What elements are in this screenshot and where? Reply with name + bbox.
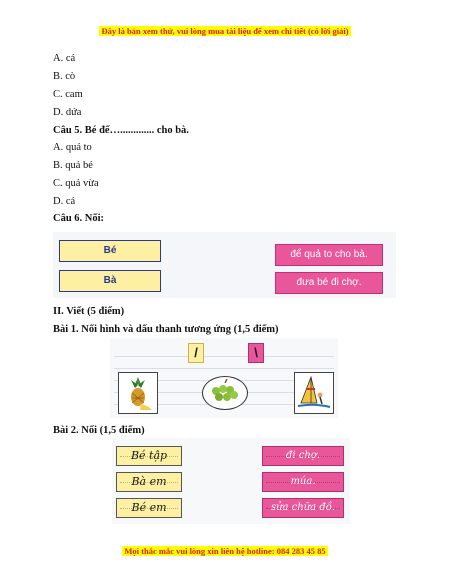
- bai2-left-1[interactable]: Bé tập: [116, 446, 182, 466]
- q5-option-a[interactable]: A. quả to: [53, 142, 92, 153]
- bai2-left-3[interactable]: Bé em: [116, 498, 182, 518]
- q4-option-b[interactable]: B. cò: [53, 71, 76, 82]
- pineapple-icon: [119, 373, 157, 413]
- windsurfer-picture[interactable]: [294, 372, 334, 414]
- q5-title: Câu 5. Bé đế…............. cho bà.: [53, 125, 189, 136]
- q5-option-b[interactable]: B. quả bé: [53, 160, 93, 171]
- q4-option-d[interactable]: D. dứa: [53, 107, 82, 118]
- bai2-matching-panel: [112, 438, 350, 524]
- bai2-title: Bài 2. Nối (1,5 điểm): [53, 425, 145, 436]
- q6-left-be[interactable]: Bé: [59, 240, 161, 262]
- q6-right-1[interactable]: để quả to cho bà.: [275, 244, 383, 266]
- q6-title: Câu 6. Nối:: [53, 213, 105, 224]
- q6-left-ba[interactable]: Bà: [59, 270, 161, 292]
- q4-option-c[interactable]: C. cam: [53, 89, 83, 100]
- acute-mark-box[interactable]: /: [188, 343, 204, 363]
- q4-option-a[interactable]: A. cá: [53, 53, 76, 64]
- bai1-title: Bài 1. Nối hình và dấu thanh tương ứng (1,5 điểm): [53, 324, 279, 335]
- grave-mark-box[interactable]: \: [248, 343, 264, 363]
- bai2-right-1[interactable]: đi chợ.: [262, 446, 344, 466]
- bai1-picture-panel: [110, 338, 338, 418]
- bai2-right-3[interactable]: sửa chữa đồ.: [262, 498, 344, 518]
- pineapple-picture[interactable]: [118, 372, 158, 414]
- bai2-left-2[interactable]: Bà em: [116, 472, 182, 492]
- section-2-title: II. Viết (5 điểm): [53, 306, 125, 317]
- grapes-icon: [203, 377, 247, 409]
- hotline-banner: Mọi thắc mắc vui lòng xin liên hệ hotline: 084 283 45 85: [124, 546, 326, 556]
- q6-right-2[interactable]: đưa bé đi chợ.: [275, 272, 383, 294]
- q5-option-d[interactable]: D. cá: [53, 196, 76, 207]
- q6-matching-panel: [53, 232, 396, 298]
- preview-banner: Đây là bản xem thử, vui lòng mua tài liệu để xem chi tiết (có lời giải): [101, 26, 349, 36]
- q5-option-c[interactable]: C. quả vừa: [53, 178, 99, 189]
- windsurfer-icon: [295, 373, 333, 413]
- grapes-picture[interactable]: [202, 376, 248, 410]
- bai2-right-2[interactable]: múa.: [262, 472, 344, 492]
